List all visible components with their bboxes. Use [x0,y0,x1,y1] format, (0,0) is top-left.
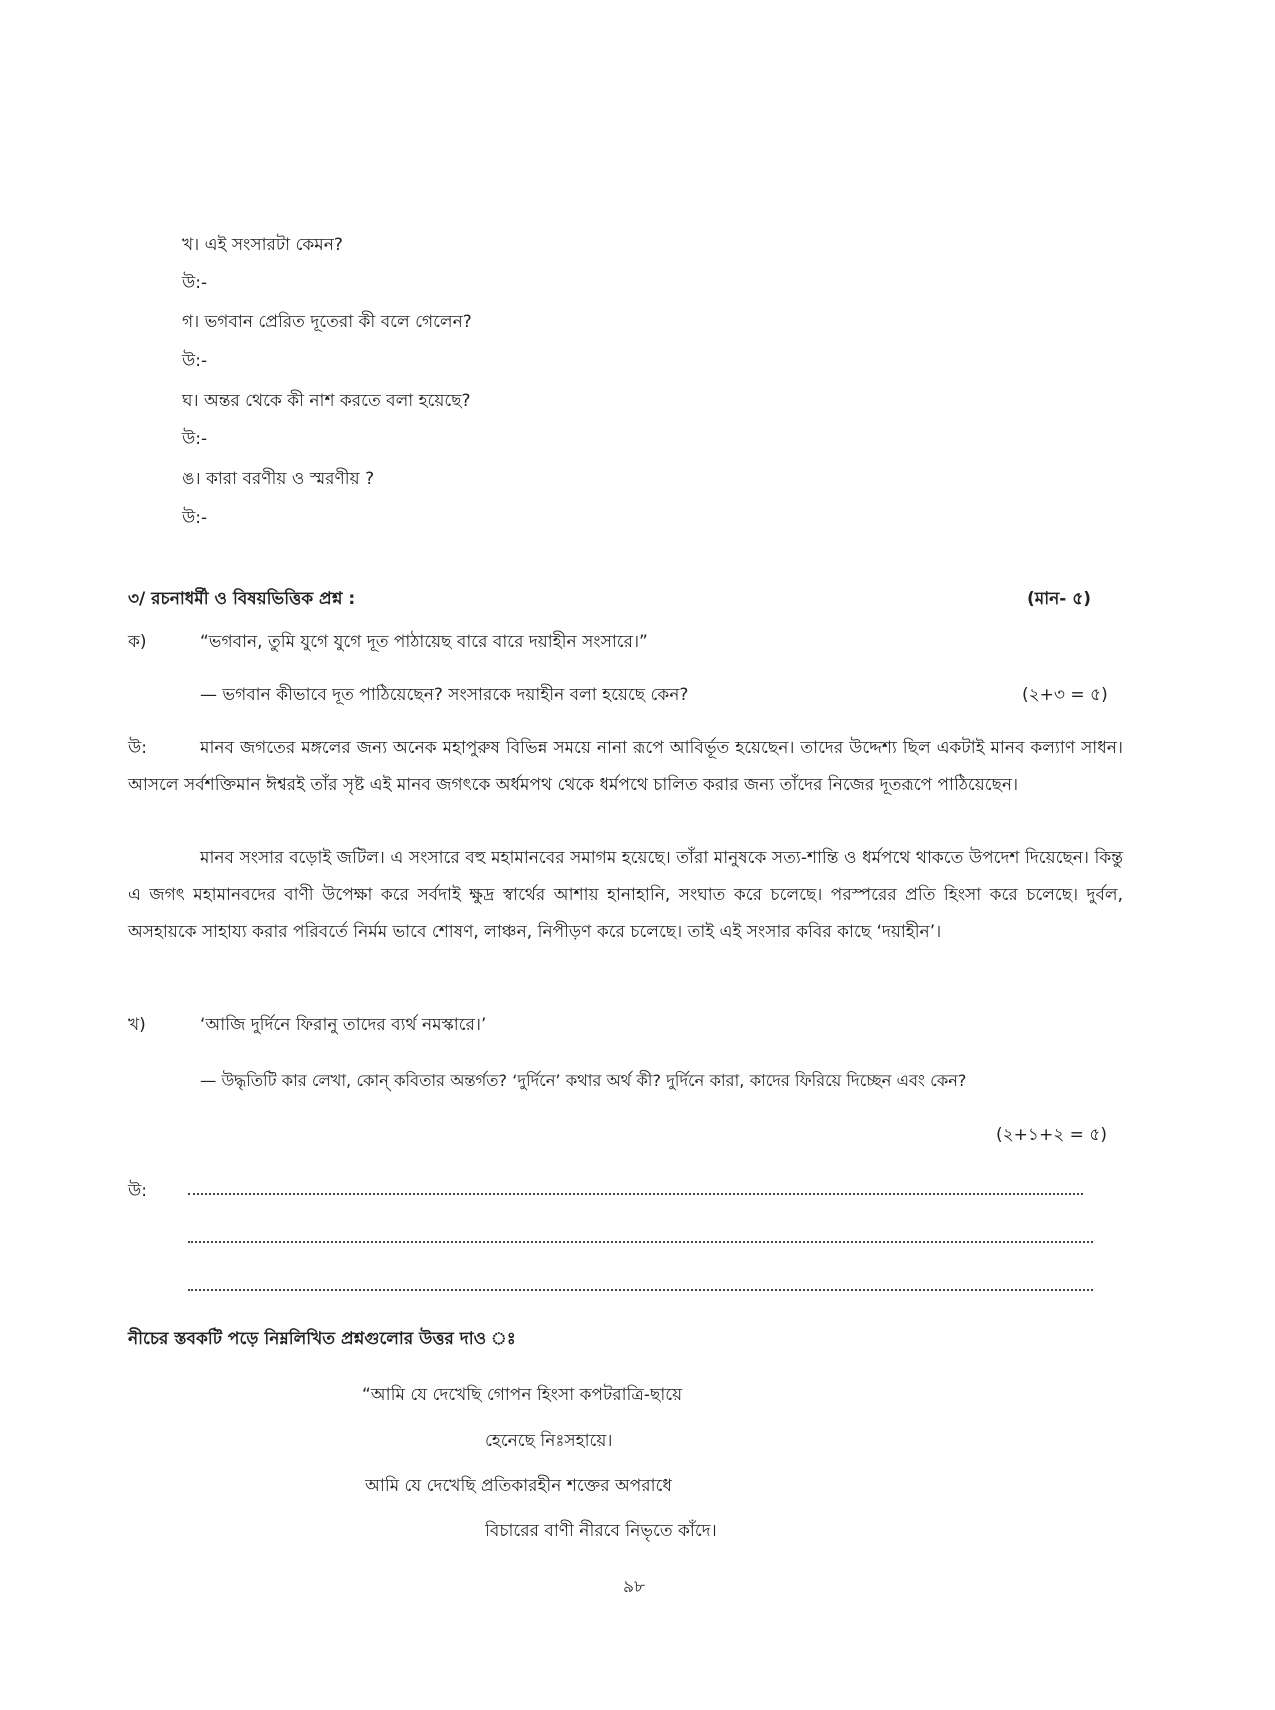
poem-line: আমি যে দেখেছি প্রতিকারহীন শক্তের অপরাধে [365,1476,672,1496]
quote-line: ‘আজি দুর্দিনে ফিরানু তাদের ব্যর্থ নমস্কারে।’ [200,1015,487,1035]
question-marks: (২+১+২ = ৫) [996,1125,1107,1145]
answer-dotted-line[interactable] [188,1289,1093,1291]
question-kha-short: খ। এই সংসারটা কেমন? [182,235,343,255]
answer-label: উ: [128,738,147,758]
answer-label: উ:- [182,508,208,528]
question-marks: (২+৩ = ৫) [1022,685,1108,705]
answer-label: উ:- [182,429,208,449]
section-heading: ৩/ রচনাধর্মী ও বিষয়ভিত্তিক প্রশ্ন : [128,589,356,609]
page-number: ৯৮ [623,1577,646,1597]
answer-dotted-line[interactable] [188,1241,1093,1243]
answer-label: উ:- [182,273,208,293]
poem-line: “আমি যে দেখেছি গোপন হিংসা কপটরাত্রি-ছায়ে [362,1385,683,1405]
question-label: ক) [128,632,147,652]
answer-paragraph-2: মানব সংসার বড়োই জটিল। এ সংসারে বহু মহামানবের সমাগম হয়েছে। তাঁরা মানুষকে সত্য-শান্তি ও ধর্মপথে থাকতে উপদেশ দিয়েছেন। কিন্তু এ জগৎ মহামানবদের বাণী উপেক্ষা করে সর্বদাই ক্ষুদ্র স্বার্থের আশায় হানাহানি, সংঘাত করে চলেছে। পরস্পরের প্রতি হিংসা করে চলেছে। দুর্বল, অসহায়কে সাহায্য করার পরিবর্তে নির্মম ভাবে শোষণ, লাঞ্চন, নিপীড়ণ করে চলেছে। তাই এই সংসার কবির কাছে ‘দয়াহীন’। [128,848,1123,942]
question-label: খ) [128,1015,146,1035]
question-gha-short: ঘ। অন্তর থেকে কী নাশ করতে বলা হয়েছে? [182,391,471,411]
section-marks: (মান- ৫) [1027,589,1092,609]
quote-line: “ভগবান, তুমি যুগে যুগে দূত পাঠায়েছ বারে বারে দয়াহীন সংসারে।” [200,632,648,652]
question-ga-short: গ। ভগবান প্রেরিত দূতেরা কী বলে গেলেন? [182,312,472,332]
answer-paragraph-1: মানব জগতের মঙ্গলের জন্য অনেক মহাপুরুষ বিভিন্ন সময়ে নানা রূপে আবির্ভূত হয়েছেন। তাদের উদ্দেশ্য ছিল একটাই মানব কল্যাণ সাধন। আসলে সর্বশক্তিমান ঈশ্বরই তাঁর সৃষ্ট এই মানব জগৎকে অর্ধমপথ থেকে ধর্মপথে চালিত করার জন্য তাঁদের নিজের দূতরূপে পাঠিয়েছেন। [128,738,1123,795]
answer-label: উ: [128,1181,147,1201]
stanza-heading: নীচের স্তবকটি পড়ে নিম্নলিখিত প্রশ্নগুলোর উত্তর দাও ঃ [128,1329,516,1349]
answer-dotted-line[interactable] [188,1193,1083,1195]
answer-label: উ:- [182,351,208,371]
poem-line: বিচারের বাণী নীরবে নিভৃতে কাঁদে। [485,1521,717,1541]
question-text: — ভগবান কীভাবে দূত পাঠিয়েছেন? সংসারকে দয়াহীন বলা হয়েছে কেন? [200,685,689,705]
question-text: — উদ্ধৃতিটি কার লেখা, কোন্ কবিতার অন্তর্গত? ‘দুর্দিনে’ কথার অর্থ কী? দুর্দিনে কারা, কাদের ফিরিয়ে দিচ্ছেন এবং কেন? [200,1071,967,1090]
poem-line: হেনেছে নিঃসহায়ে। [485,1431,613,1451]
question-nga-short: ঙ। কারা বরণীয় ও স্মরণীয় ? [182,469,375,489]
